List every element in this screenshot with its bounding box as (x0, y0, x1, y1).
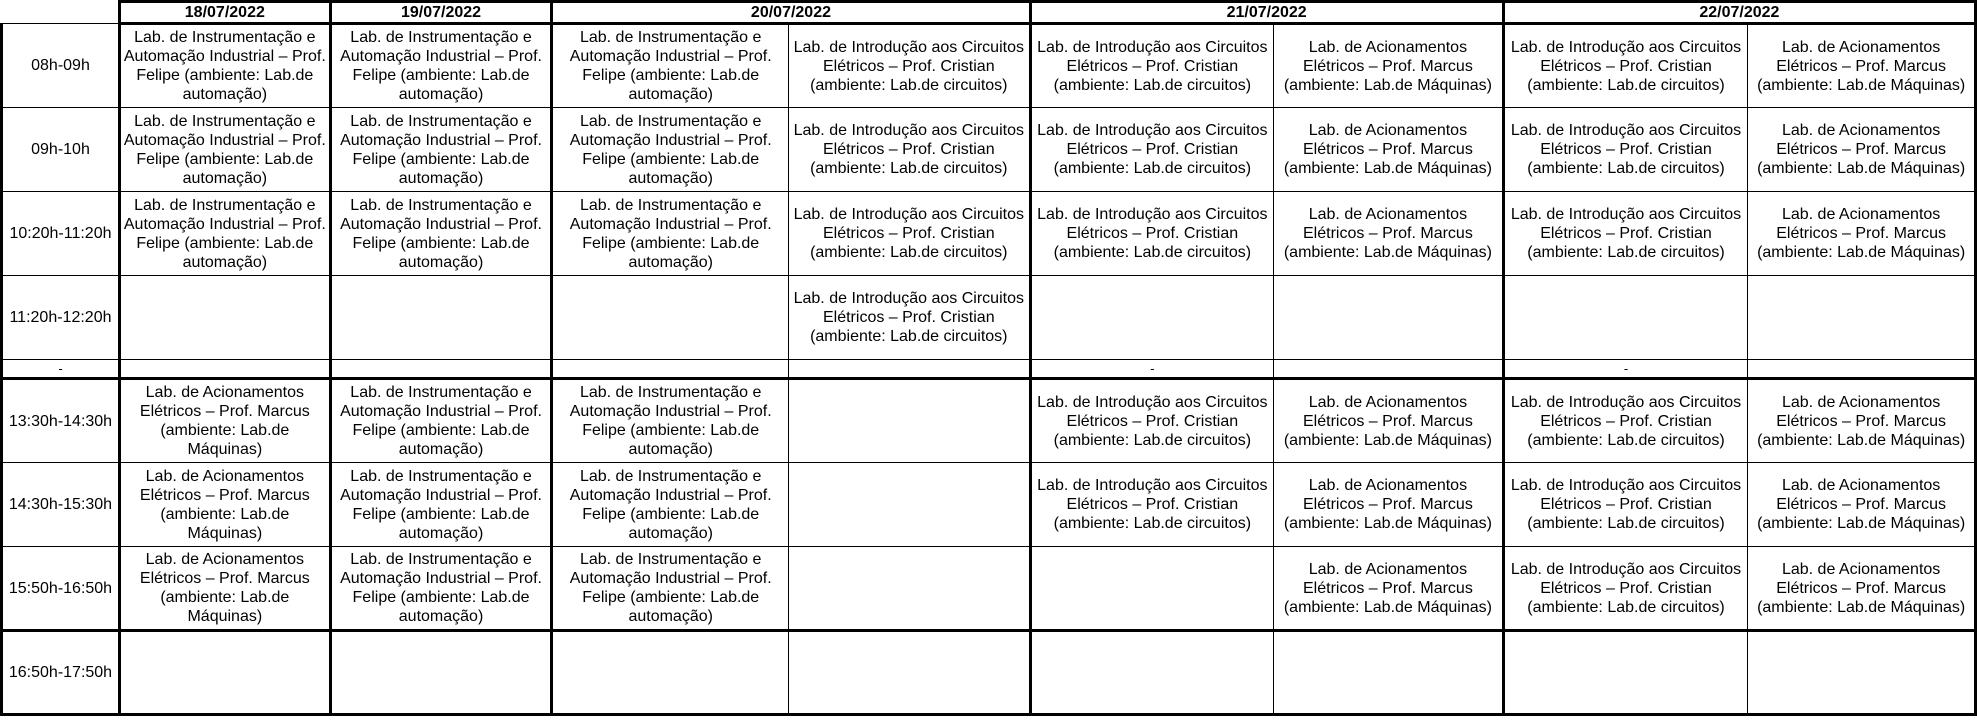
class-cell: Lab. de Acionamentos Elétricos – Prof. Marcus (ambiente: Lab.de Máquinas) (1748, 24, 1976, 108)
class-cell (119, 360, 330, 379)
time-slot-row (2, 276, 1976, 360)
class-cell: Lab. de Introdução aos Circuitos Elétricos – Prof. Cristian (ambiente: Lab.de circuitos) (1503, 463, 1748, 547)
class-cell: Lab. de Introdução aos Circuitos Elétricos – Prof. Cristian (ambiente: Lab.de circuitos) (1503, 108, 1748, 192)
class-cell: Lab. de Instrumentação e Automação Industrial – Prof. Felipe (ambiente: Lab.de automação) (552, 24, 789, 108)
class-cell (330, 360, 552, 379)
date-header: 22/07/2022 (1503, 2, 1975, 24)
class-cell: Lab. de Instrumentação e Automação Industrial – Prof. Felipe (ambiente: Lab.de automação) (330, 108, 552, 192)
class-cell (789, 463, 1031, 547)
time-slot-label: 08h-09h (2, 24, 120, 108)
class-cell (330, 276, 552, 360)
class-cell (1274, 631, 1504, 715)
class-cell: Lab. de Instrumentação e Automação Industrial – Prof. Felipe (ambiente: Lab.de automação) (552, 192, 789, 276)
class-cell: Lab. de Instrumentação e Automação Industrial – Prof. Felipe (ambiente: Lab.de automação) (552, 379, 789, 463)
class-cell (1503, 631, 1748, 715)
class-cell: Lab. de Acionamentos Elétricos – Prof. Marcus (ambiente: Lab.de Máquinas) (1274, 24, 1504, 108)
class-cell: Lab. de Acionamentos Elétricos – Prof. Marcus (ambiente: Lab.de Máquinas) (119, 379, 330, 463)
class-cell: Lab. de Instrumentação e Automação Industrial – Prof. Felipe (ambiente: Lab.de automação) (552, 547, 789, 631)
class-cell: Lab. de Introdução aos Circuitos Elétricos – Prof. Cristian (ambiente: Lab.de circuitos) (1030, 108, 1274, 192)
class-cell: Lab. de Acionamentos Elétricos – Prof. Marcus (ambiente: Lab.de Máquinas) (1274, 379, 1504, 463)
class-cell: Lab. de Introdução aos Circuitos Elétricos – Prof. Cristian (ambiente: Lab.de circuitos) (1030, 192, 1274, 276)
class-cell: Lab. de Instrumentação e Automação Industrial – Prof. Felipe (ambiente: Lab.de automação) (119, 108, 330, 192)
class-cell (1503, 276, 1748, 360)
time-slot-row (2, 108, 1976, 192)
class-cell (1748, 360, 1976, 379)
class-cell: Lab. de Acionamentos Elétricos – Prof. Marcus (ambiente: Lab.de Máquinas) (119, 463, 330, 547)
class-cell (119, 631, 330, 715)
class-cell: Lab. de Instrumentação e Automação Industrial – Prof. Felipe (ambiente: Lab.de automação) (330, 379, 552, 463)
class-cell: Lab. de Acionamentos Elétricos – Prof. Marcus (ambiente: Lab.de Máquinas) (1748, 547, 1976, 631)
class-cell (1748, 631, 1976, 715)
class-cell: Lab. de Introdução aos Circuitos Elétricos – Prof. Cristian (ambiente: Lab.de circuitos) (789, 276, 1031, 360)
class-cell: - (1503, 360, 1748, 379)
class-cell: Lab. de Acionamentos Elétricos – Prof. Marcus (ambiente: Lab.de Máquinas) (1748, 108, 1976, 192)
time-slot-label: 14:30h-15:30h (2, 463, 120, 547)
class-cell: Lab. de Instrumentação e Automação Industrial – Prof. Felipe (ambiente: Lab.de automação) (330, 192, 552, 276)
class-cell: Lab. de Instrumentação e Automação Industrial – Prof. Felipe (ambiente: Lab.de automação) (119, 192, 330, 276)
class-cell (1748, 276, 1976, 360)
class-cell (119, 276, 330, 360)
class-cell (552, 631, 789, 715)
lunch-break-row (2, 360, 1976, 379)
class-cell (552, 360, 789, 379)
class-cell: Lab. de Instrumentação e Automação Industrial – Prof. Felipe (ambiente: Lab.de automação) (330, 24, 552, 108)
class-cell (789, 547, 1031, 631)
time-slot-row (2, 24, 1976, 108)
class-cell: Lab. de Acionamentos Elétricos – Prof. Marcus (ambiente: Lab.de Máquinas) (119, 547, 330, 631)
time-slot-row (2, 547, 1976, 631)
class-cell: - (1030, 360, 1274, 379)
class-cell: Lab. de Introdução aos Circuitos Elétricos – Prof. Cristian (ambiente: Lab.de circuitos) (1503, 547, 1748, 631)
time-slot-row (2, 463, 1976, 547)
class-cell (1274, 360, 1504, 379)
class-cell (1030, 276, 1274, 360)
class-cell: Lab. de Instrumentação e Automação Industrial – Prof. Felipe (ambiente: Lab.de automação) (119, 24, 330, 108)
date-header: 18/07/2022 (119, 2, 330, 24)
class-cell: Lab. de Introdução aos Circuitos Elétricos – Prof. Cristian (ambiente: Lab.de circuitos) (789, 108, 1031, 192)
class-cell: Lab. de Instrumentação e Automação Industrial – Prof. Felipe (ambiente: Lab.de automação) (330, 463, 552, 547)
class-cell: Lab. de Acionamentos Elétricos – Prof. Marcus (ambiente: Lab.de Máquinas) (1748, 192, 1976, 276)
class-cell: Lab. de Introdução aos Circuitos Elétricos – Prof. Cristian (ambiente: Lab.de circuitos) (1030, 379, 1274, 463)
time-slot-row (2, 192, 1976, 276)
class-cell: Lab. de Introdução aos Circuitos Elétricos – Prof. Cristian (ambiente: Lab.de circuitos) (789, 192, 1031, 276)
class-cell: Lab. de Acionamentos Elétricos – Prof. Marcus (ambiente: Lab.de Máquinas) (1274, 463, 1504, 547)
class-cell (789, 360, 1031, 379)
class-cell (552, 276, 789, 360)
time-slot-label: 09h-10h (2, 108, 120, 192)
class-cell: Lab. de Introdução aos Circuitos Elétricos – Prof. Cristian (ambiente: Lab.de circuitos) (789, 24, 1031, 108)
class-cell (1030, 631, 1274, 715)
class-cell: Lab. de Instrumentação e Automação Industrial – Prof. Felipe (ambiente: Lab.de automação) (552, 463, 789, 547)
class-cell: Lab. de Acionamentos Elétricos – Prof. Marcus (ambiente: Lab.de Máquinas) (1748, 379, 1976, 463)
class-cell: Lab. de Introdução aos Circuitos Elétricos – Prof. Cristian (ambiente: Lab.de circuitos) (1030, 24, 1274, 108)
time-slot-label: 15:50h-16:50h (2, 547, 120, 631)
class-cell: Lab. de Acionamentos Elétricos – Prof. Marcus (ambiente: Lab.de Máquinas) (1274, 547, 1504, 631)
class-cell: Lab. de Introdução aos Circuitos Elétricos – Prof. Cristian (ambiente: Lab.de circuitos) (1503, 24, 1748, 108)
class-cell: Lab. de Introdução aos Circuitos Elétricos – Prof. Cristian (ambiente: Lab.de circuitos) (1503, 192, 1748, 276)
class-cell (789, 379, 1031, 463)
class-cell (789, 631, 1031, 715)
time-slot-label: 11:20h-12:20h (2, 276, 120, 360)
class-cell: Lab. de Instrumentação e Automação Industrial – Prof. Felipe (ambiente: Lab.de automação) (552, 108, 789, 192)
date-header: 21/07/2022 (1030, 2, 1503, 24)
corner-cell (2, 2, 120, 24)
class-cell (1274, 276, 1504, 360)
class-cell: Lab. de Acionamentos Elétricos – Prof. Marcus (ambiente: Lab.de Máquinas) (1274, 192, 1504, 276)
time-slot-label: 10:20h-11:20h (2, 192, 120, 276)
date-header-row (2, 2, 1976, 24)
class-cell: Lab. de Acionamentos Elétricos – Prof. Marcus (ambiente: Lab.de Máquinas) (1748, 463, 1976, 547)
class-cell: Lab. de Introdução aos Circuitos Elétricos – Prof. Cristian (ambiente: Lab.de circuitos) (1503, 379, 1748, 463)
class-cell (1030, 547, 1274, 631)
class-cell: Lab. de Introdução aos Circuitos Elétricos – Prof. Cristian (ambiente: Lab.de circuitos) (1030, 463, 1274, 547)
time-slot-label: 16:50h-17:50h (2, 631, 120, 715)
time-slot-label: 13:30h-14:30h (2, 379, 120, 463)
class-cell (330, 631, 552, 715)
date-header: 20/07/2022 (552, 2, 1030, 24)
date-header: 19/07/2022 (330, 2, 552, 24)
class-cell: Lab. de Acionamentos Elétricos – Prof. Marcus (ambiente: Lab.de Máquinas) (1274, 108, 1504, 192)
class-cell: Lab. de Instrumentação e Automação Industrial – Prof. Felipe (ambiente: Lab.de automação) (330, 547, 552, 631)
time-slot-row (2, 631, 1976, 715)
time-slot-row (2, 379, 1976, 463)
time-slot-label: - (2, 360, 120, 379)
